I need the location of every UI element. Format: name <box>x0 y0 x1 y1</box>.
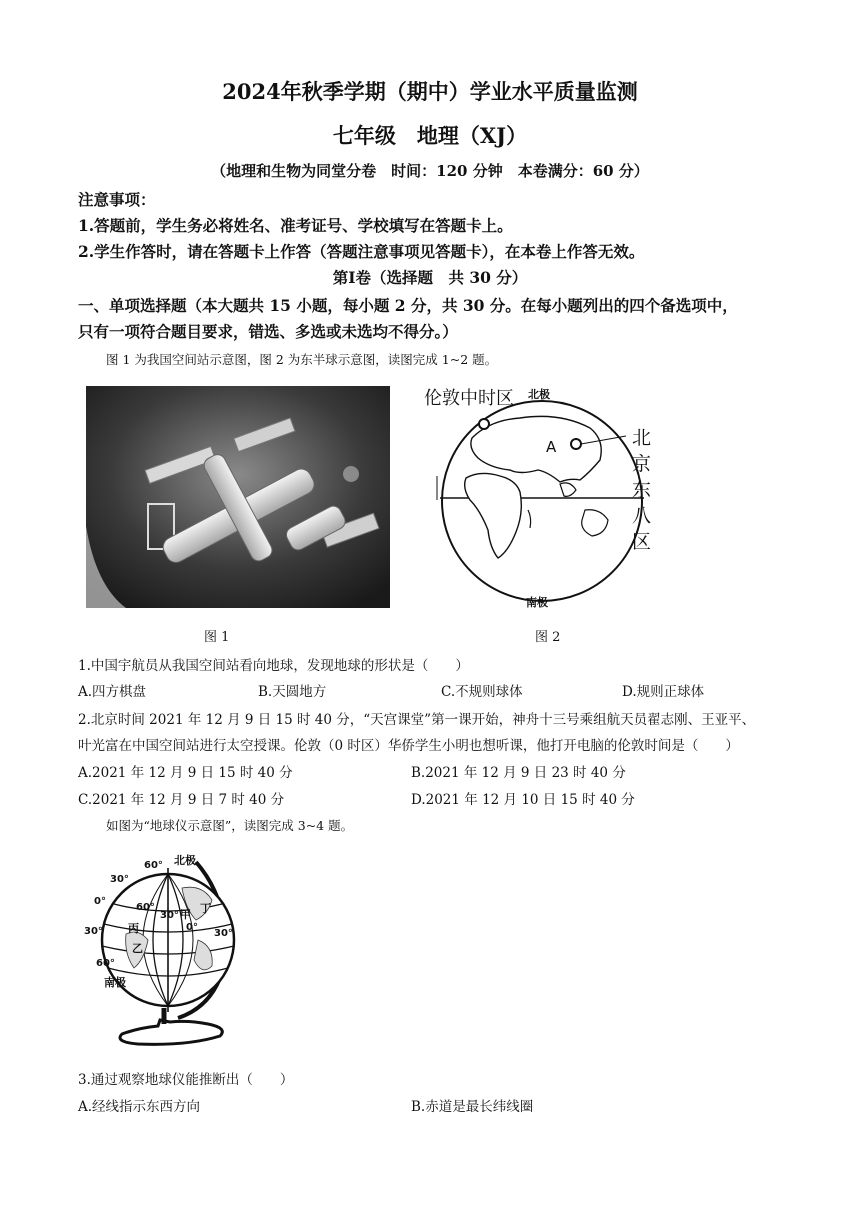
globe-inner-30-right: 30° <box>214 928 233 939</box>
globe-label-north-pole: 北极 <box>174 854 196 867</box>
map-label-beijing-5: 区 <box>632 531 652 553</box>
section-title: 第Ⅰ卷（选择题 共 30 分） <box>332 268 528 287</box>
map-label-beijing-4: 八 <box>632 505 652 527</box>
globe-inner-30: 30° <box>160 910 179 921</box>
figures-intro: 图 1 为我国空间站示意图，图 2 为东半球示意图，读图完成 1~2 题。 <box>106 352 498 367</box>
question-2-option-d: D.2021 年 12 月 10 日 15 时 40 分 <box>411 792 635 808</box>
question-1-option-b: B.天圆地方 <box>258 684 327 700</box>
globe-inner-yi: 乙 <box>132 942 143 955</box>
question-3-option-b: B.赤道是最长纬线圈 <box>411 1099 534 1115</box>
map-label-a: A <box>546 438 557 456</box>
section-instruction-2: 只有一项符合题目要求，错选、多选或未选均不得分。） <box>78 322 458 341</box>
question-3-option-a: A.经线指示东西方向 <box>78 1099 201 1115</box>
map-label-london: 伦敦中时区 <box>424 388 514 409</box>
globe-inner-ding: 丁 <box>200 902 211 915</box>
exam-info: （地理和生物为同堂分卷 时间：120 分钟 本卷满分：60 分） <box>211 162 649 180</box>
figure-2-eastern-hemisphere-map <box>420 380 670 612</box>
page-subtitle: 七年级 地理（XJ） <box>332 123 528 148</box>
globe-lat-left-30n: 30° <box>110 874 129 885</box>
map-label-beijing-1: 北 <box>632 427 652 449</box>
globe-figure <box>78 848 248 1046</box>
map-label-beijing-2: 京 <box>632 453 652 475</box>
question-2-stem-line-1: 2.北京时间 2021 年 12 月 9 日 15 时 40 分，“天宫课堂”第一课开始，神舟十三号乘组航天员翟志刚、王亚平、 <box>78 712 756 728</box>
note-item-2: 2.学生作答时，请在答题卡上作答（答题注意事项见答题卡），在本卷上作答无效。 <box>78 242 645 261</box>
section-instruction-1: 一、单项选择题（本大题共 15 小题，每小题 2 分，共 30 分。在每小题列出的四个备选项中， <box>78 296 738 315</box>
note-item-1: 1.答题前，学生务必将姓名、准考证号、学校填写在答题卡上。 <box>78 216 513 235</box>
map-label-beijing-3: 东 <box>632 479 652 501</box>
globe-label-south-pole: 南极 <box>104 976 126 989</box>
globe-lat-left-30s: 30° <box>84 926 103 937</box>
page-title: 2024年秋季学期（期中）学业水平质量监测 <box>222 79 638 104</box>
globe-lat-left-0: 0° <box>94 896 106 907</box>
globe-inner-jia: 甲 <box>180 908 191 921</box>
notes-heading: 注意事项： <box>78 190 156 209</box>
figure-2-caption: 图 2 <box>535 630 561 645</box>
figure-1-space-station-image <box>86 386 390 608</box>
question-1-option-d: D.规则正球体 <box>622 684 705 700</box>
globe-inner-60: 60° <box>136 902 155 913</box>
question-2-option-c: C.2021 年 12 月 9 日 7 时 40 分 <box>78 792 285 808</box>
question-2-option-a: A.2021 年 12 月 9 日 15 时 40 分 <box>78 765 293 781</box>
globe-intro: 如图为“地球仪示意图”，读图完成 3~4 题。 <box>106 818 354 833</box>
question-2-option-b: B.2021 年 12 月 9 日 23 时 40 分 <box>411 765 626 781</box>
globe-lat-left-60n: 60° <box>144 860 163 871</box>
question-1-stem: 1.中国宇航员从我国空间站看向地球，发现地球的形状是（ ） <box>78 658 469 674</box>
question-2-stem-line-2: 叶光富在中国空间站进行太空授课。伦敦（0 时区）华侨学生小明也想听课，他打开电脑的伦敦时间是（ ） <box>78 738 739 754</box>
figure-1-caption: 图 1 <box>204 630 230 645</box>
map-label-north-pole: 北极 <box>528 388 550 401</box>
question-3-stem: 3.通过观察地球仪能推断出（ ） <box>78 1072 294 1088</box>
globe-inner-bing: 丙 <box>128 922 139 935</box>
question-1-option-a: A.四方棋盘 <box>78 684 147 700</box>
question-1-option-c: C.不规则球体 <box>441 684 523 700</box>
globe-inner-zero: 0° <box>186 922 198 933</box>
map-label-south-pole: 南极 <box>526 596 548 609</box>
globe-lat-left-60s: 60° <box>96 958 115 969</box>
